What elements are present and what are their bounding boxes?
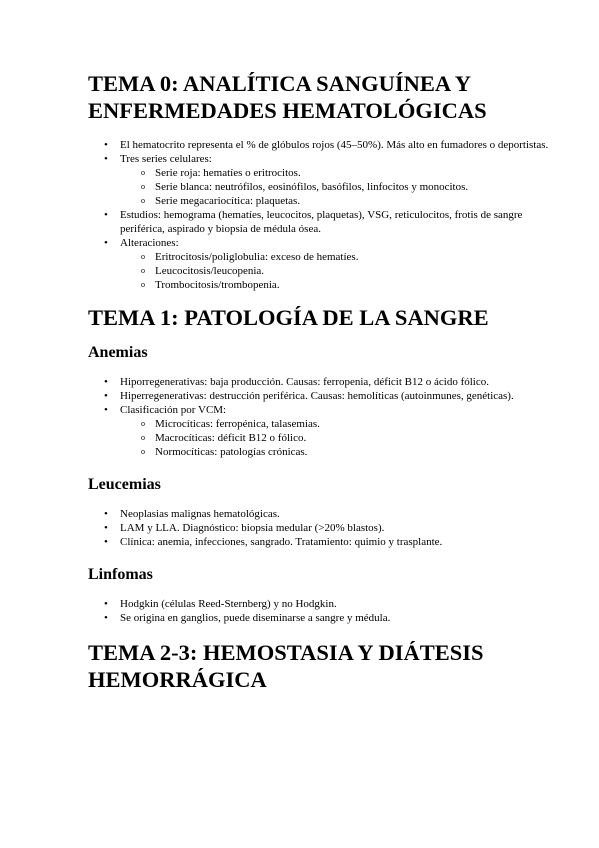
bullet-list-anemias	[88, 375, 559, 459]
sub-bullet-list	[120, 166, 559, 208]
heading-tema-2-3: TEMA 2-3: HEMOSTASIA Y DIÁTESIS HEMORRÁGICA	[88, 640, 484, 692]
bullet-item: • Neoplasias malignas hematológicas.	[88, 507, 559, 521]
sub-bullet-item: o Leucocitosis/leucopenia.	[120, 264, 559, 278]
bullet-item: • Se origina en ganglios, puede diseminarse a sangre y médula.	[88, 611, 559, 625]
bullet-list-tema-0	[88, 138, 559, 292]
bullet-item: • Hodgkin (células Reed-Sternberg) y no Hodgkin.	[88, 597, 559, 611]
bullet-list-linfomas	[88, 597, 559, 625]
bullet-item	[88, 152, 559, 208]
bullet-item	[88, 403, 559, 459]
bullet-text: El hematocrito representa el % de glóbulos rojos (45–50%). Más alto en fumadores o deportistas.	[120, 139, 549, 151]
bullet-item	[88, 389, 559, 403]
sub-bullet-item: o Serie roja: hematíes o eritrocitos.	[120, 166, 559, 180]
sub-bullet-item: o Trombocitosis/trombopenia.	[120, 278, 559, 292]
bullet-item	[88, 236, 559, 292]
sub-bullet-item: o Normocíticas: patologías crónicas.	[120, 445, 559, 459]
bullet-item: • LAM y LLA. Diagnóstico: biopsia medular (>20% blastos).	[88, 521, 559, 535]
bullet-item	[88, 375, 559, 389]
bullet-item: • Clínica: anemia, infecciones, sangrado. Tratamiento: quimio y trasplante.	[88, 535, 559, 549]
sub-bullet-list	[120, 417, 559, 459]
subheading-linfomas: Linfomas	[88, 566, 153, 583]
bullet-text: Hiporregenerativas: baja producción. Causas: ferropenia, déficit B12 o ácido fólico.	[120, 376, 489, 388]
bullet-text: Tres series celulares:	[120, 153, 212, 165]
subheading-leucemias: Leucemias	[88, 476, 161, 493]
sub-bullet-item: o Microcíticas: ferropénica, talasemias.	[120, 417, 559, 431]
sub-bullet-item: o Serie blanca: neutrófilos, eosinófilos, basófilos, linfocitos y monocitos.	[120, 180, 559, 194]
bullet-item	[88, 138, 559, 152]
bullet-list-leucemias	[88, 507, 559, 549]
heading-tema-1: TEMA 1: PATOLOGÍA DE LA SANGRE	[88, 305, 489, 330]
sub-bullet-list	[120, 250, 559, 292]
heading-tema-0: TEMA 0: ANALÍTICA SANGUÍNEA Y ENFERMEDADES HEMATOLÓGICAS	[88, 71, 487, 123]
bullet-text: Hiperregenerativas: destrucción periférica. Causas: hemolíticas (autoinmunes, genéticas).	[120, 390, 514, 402]
sub-bullet-item: o Eritrocitosis/poliglobulia: exceso de hematíes.	[120, 250, 559, 264]
bullet-item	[88, 208, 559, 236]
bullet-text: Clasificación por VCM:	[120, 404, 227, 416]
subheading-anemias: Anemias	[88, 344, 148, 361]
bullet-text: Alteraciones:	[120, 237, 179, 249]
sub-bullet-item: o Macrocíticas: déficit B12 o fólico.	[120, 431, 559, 445]
bullet-text: Estudios: hemograma (hematíes, leucocitos, plaquetas), VSG, reticulocitos, frotis de sangre periférica, aspirado y biopsia de médula ósea.	[120, 209, 523, 235]
sub-bullet-item: o Serie megacariocítica: plaquetas.	[120, 194, 559, 208]
